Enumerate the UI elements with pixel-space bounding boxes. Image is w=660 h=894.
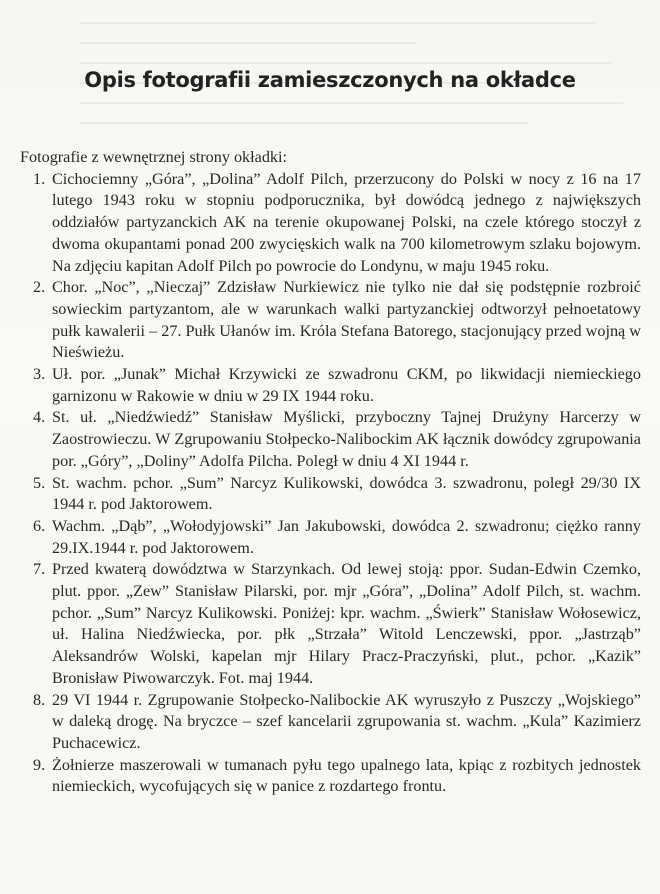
list-item <box>20 559 641 689</box>
item-text: Przed kwaterą dowództwa w Starzynkach. Od lewej stoją: ppor. Sudan-Edwin Czemko, plut. ppor. „Zew” Stanisław Pilarski, por. mjr „Góra”, „Dolina” Adolf Pilch, st. wachm. pchor. „Sum” Narcyz Kulikowski. Poniżej: kpr. wachm. „Świerk” Stanisław Wołosewicz, uł. Halina Niedźwiecka, por. płk „Strzała” Witold Lenczewski, ppor. „Jastrząb” Aleksandrów Wolski, kapelan mjr Hilary Pracz-Praczyński, plut., pchor. „Kazik” Bronisław Piwowarczyk. Fot. maj 1944. <box>52 560 641 687</box>
item-text: Żołnierze maszerowali w tumanach pyłu tego upalnego lata, kpiąc z rozbitych jednostek niemieckich, wycofujących się w panice z rozdartego frontu. <box>52 755 641 796</box>
photo-description-list <box>20 169 641 798</box>
list-item <box>20 755 641 798</box>
item-number: 2. <box>33 278 46 297</box>
item-number: 9. <box>33 755 46 774</box>
item-text: Uł. por. „Junak” Michał Krzywicki ze szwadronu CKM, po likwidacji niemieckiego garnizonu w Rakowie w dniu w 29 IX 1944 roku. <box>52 365 641 405</box>
item-number: 3. <box>33 365 46 384</box>
item-text: Chor. „Noc”, „Nieczaj” Zdzisław Nurkiewicz nie tylko nie dał się podstępnie rozbroić sowieckim partyzantom, ale w warunkach walki partyzanckiej odtworzył pełnoetatowy pułk kawalerii – 27. Pułk Ułanów im. Króla Stefana Batorego, stacjonujący przed wojną w Nieświeżu. <box>52 278 641 362</box>
item-text: Wachm. „Dąb”, „Wołodyjowski” Jan Jakubowski, dowódca 2. szwadronu; ciężko ranny 29.IX.1944 r. pod Jaktorowem. <box>52 516 641 557</box>
page-title: Opis fotografii zamieszczonych na okładce <box>84 68 576 93</box>
list-item <box>20 169 641 278</box>
list-item <box>20 277 641 364</box>
item-number: 4. <box>33 408 46 427</box>
item-number: 8. <box>33 690 46 709</box>
item-text: 29 VI 1944 r. Zgrupowanie Stołpecko-Nalibockie AK wyruszyło z Puszczy „Wojskiego” w daleką drogę. Na bryczce – szef kancelarii zgrupowania st. wachm. „Kula” Kazimierz Puchacewicz. <box>52 690 641 752</box>
list-item <box>20 407 641 472</box>
list-item <box>20 690 641 755</box>
item-number: 5. <box>33 473 46 492</box>
item-text: St. wachm. pchor. „Sum” Narcyz Kulikowski, dowódca 3. szwadronu, poległ 29/30 IX 1944 r. pod Jaktorowem. <box>52 473 641 514</box>
item-number: 1. <box>33 169 46 188</box>
list-item <box>20 516 641 559</box>
item-number: 6. <box>33 516 46 535</box>
document-body <box>20 147 641 798</box>
list-item <box>20 364 641 407</box>
item-number: 7. <box>33 560 46 579</box>
intro-text: Fotografie z wewnętrznej strony okładki: <box>20 148 288 166</box>
item-text: St. uł. „Niedźwiedź” Stanisław Myślicki, przyboczny Tajnej Drużyny Harcerzy w Zaostrowieczu. W Zgrupowaniu Stołpecko-Nalibockim AK łącznik dowódcy zgrupowania por. „Góry”, „Doliny” Adolfa Pilcha. Poległ w dniu 4 XI 1944 r. <box>52 408 641 470</box>
list-item <box>20 473 641 516</box>
item-text: Cichociemny „Góra”, „Dolina” Adolf Pilch, przerzucony do Polski w nocy z 16 na 17 lutego 1943 roku w stopniu podporucznika, był dowódcą jednego z największych oddziałów partyzanckich AK na terenie okupowanej Polski, na czele którego stoczył z dwoma okupantami ponad 200 zwycięskich walk na 700 kilometrowym szlaku bojowym. Na zdjęciu kapitan Adolf Pilch po powrocie do Londynu, w maju 1945 roku. <box>52 169 641 275</box>
